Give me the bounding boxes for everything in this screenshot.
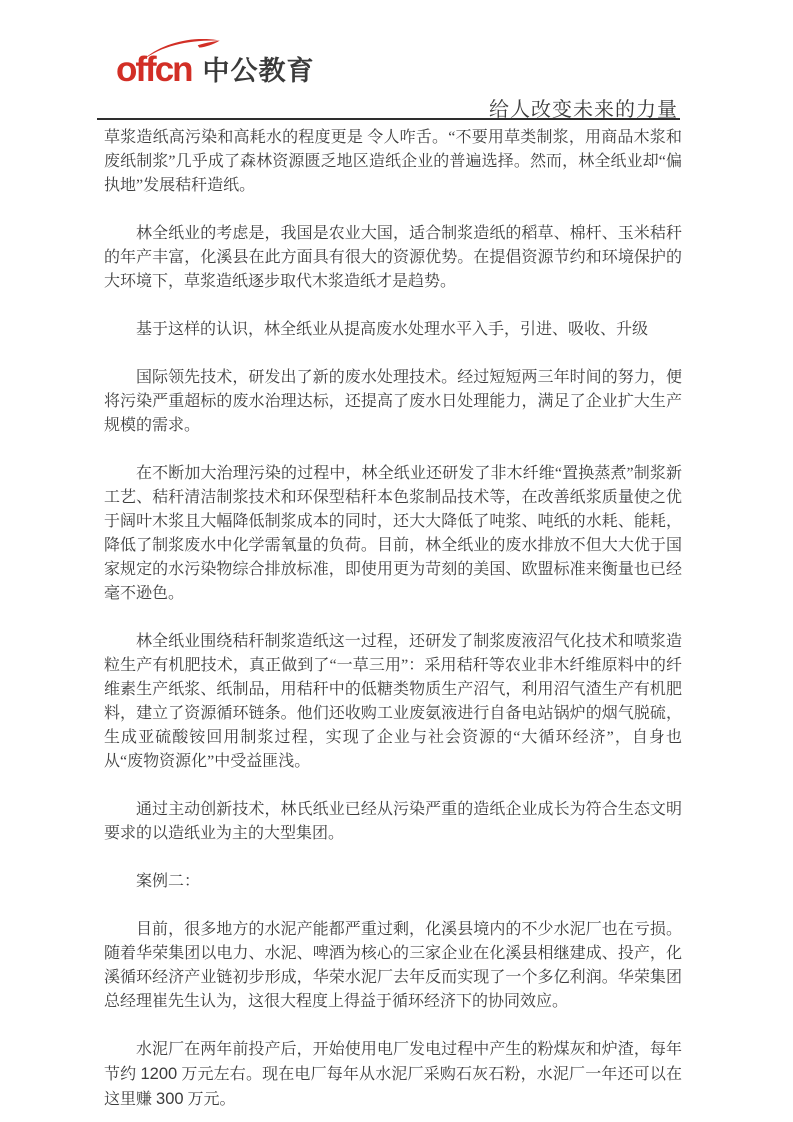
paragraph-10-segment: 万元。 — [183, 1091, 236, 1108]
document-body — [104, 126, 682, 1122]
offcn-logo — [116, 50, 315, 89]
header — [100, 0, 680, 126]
paragraph-10-segment: 万元左右。现在电厂每年从水泥厂采购石灰石粉，水泥厂一年还可以在这里赚 — [104, 1066, 682, 1108]
paragraph-10-segment: 水泥厂在两年前投产后，开始使用电厂发电过程中产生的粉煤灰和炉渣，每年节约 — [104, 1041, 682, 1083]
paragraph-3: 基于这样的认识，林全纸业从提高废水处理水平入手，引进、吸收、升级 — [136, 321, 649, 338]
logo-brand-text: offcn — [116, 50, 192, 89]
header-divider — [97, 118, 680, 120]
paragraph-6: 林全纸业围绕秸秆制浆造纸这一过程，还研发了制浆废液沼气化技术和喷浆造粒生产有机肥技术，真正做到了“一草三用”：采用秸秆等农业非木纤维原料中的纤维素生产纸浆、纸制品，用秸秆中的低糖类物质生产沼气，利用沼气渣生产有机肥料，建立了资源循环链条。他们还收购工业废氨液进行自备电站锅炉的烟气脱硫，生成亚硫酸铵回用制浆过程，实现了企业与社会资源的“大循环经济”，自身也从“废物资源化”中受益匪浅。 — [104, 633, 682, 770]
amount-300: 300 — [156, 1090, 184, 1108]
amount-1200: 1200 — [140, 1065, 178, 1083]
paragraph-5: 在不断加大治理污染的过程中，林全纸业还研发了非木纤维“置换蒸煮”制浆新工艺、秸秆清洁制浆技术和环保型秸秆本色浆制品技术等，在改善纸浆质量使之优于阔叶木浆且大幅降低制浆成本的同时，还大大降低了吨浆、吨纸的水耗、能耗，降低了制浆废水中化学需氧量的负荷。目前，林全纸业的废水排放不但大大优于国家规定的水污染物综合排放标准，即使用更为苛刻的美国、欧盟标准来衡量也已经毫不逊色。 — [104, 465, 682, 602]
header-tagline: 给人改变未来的力量 — [489, 99, 678, 121]
case-two-heading: 案例二： — [136, 873, 201, 890]
logo-brand-wrap — [116, 50, 192, 89]
logo-brand-chinese: 中公教育 — [202, 56, 315, 87]
paragraph-10 — [104, 1038, 682, 1112]
paragraph-2: 林全纸业的考虑是，我国是农业大国，适合制浆造纸的稻草、棉杆、玉米秸秆的年产丰富，化溪县在此方面具有很大的资源优势。在提倡资源节约和环境保护的大环境下，草浆造纸逐步取代木浆造纸才是趋势。 — [104, 225, 682, 290]
paragraph-1: 草浆造纸高污染和高耗水的程度更是 令人咋舌。“不要用草类制浆，用商品木浆和废纸制浆”几乎成了森林资源匮乏地区造纸企业的普遍选择。然而，林全纸业却“偏执地”发展秸秆造纸。 — [104, 129, 682, 194]
paragraph-4: 国际领先技术，研发出了新的废水处理技术。经过短短两三年时间的努力，便将污染严重超标的废水治理达标，还提高了废水日处理能力，满足了企业扩大生产规模的需求。 — [104, 369, 682, 434]
logo-swoosh-icon — [138, 39, 226, 61]
paragraph-9: 目前，很多地方的水泥产能都严重过剩，化溪县境内的不少水泥厂也在亏损。随着华荣集团以电力、水泥、啤酒为核心的三家企业在化溪县相继建成、投产，化溪循环经济产业链初步形成，华荣水泥厂去年反而实现了一个多亿利润。华荣集团总经理崔先生认为，这很大程度上得益于循环经济下的协同效应。 — [104, 921, 682, 1010]
paragraph-7: 通过主动创新技术，林氏纸业已经从污染严重的造纸企业成长为符合生态文明要求的以造纸业为主的大型集团。 — [104, 801, 682, 842]
